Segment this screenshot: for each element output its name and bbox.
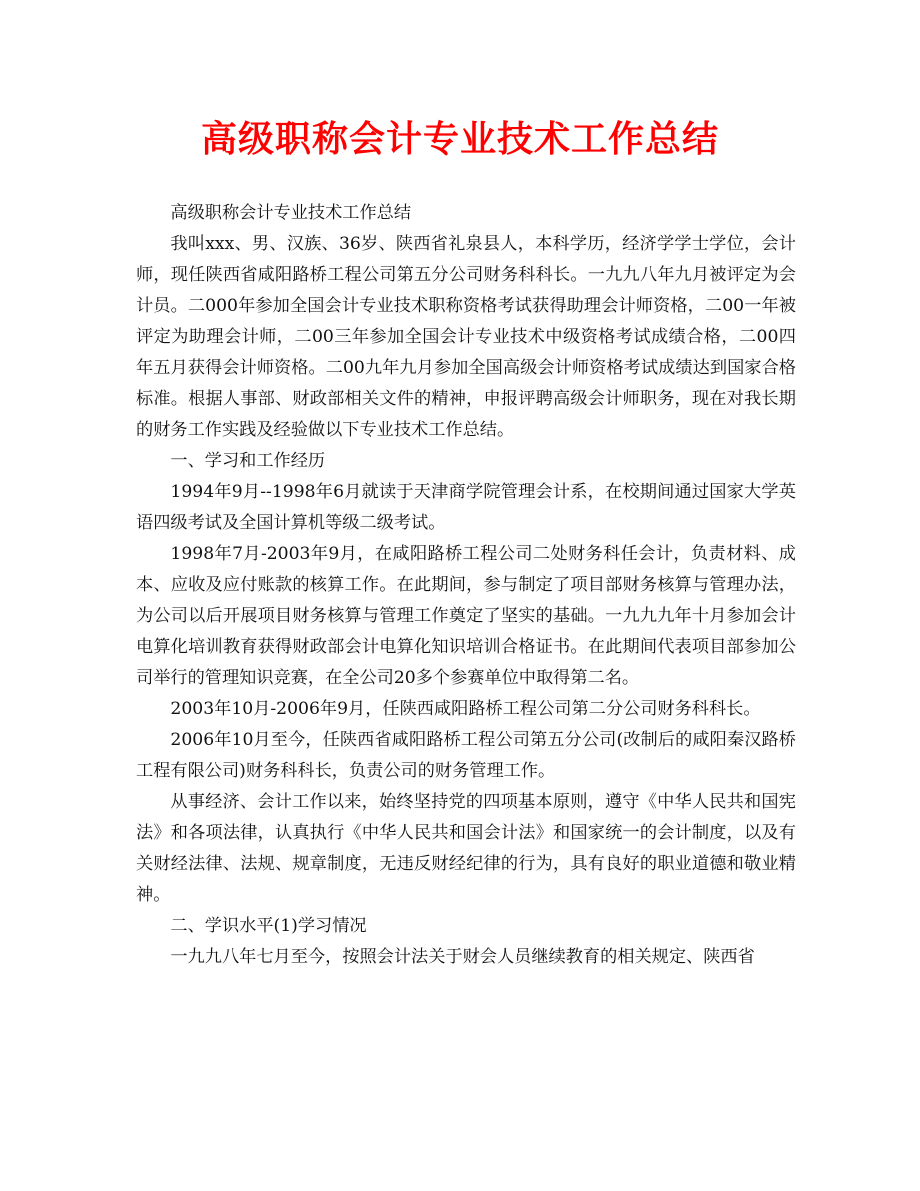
section-heading-knowledge: 二、学识水平(1)学习情况 xyxy=(170,916,367,936)
paragraph-job-2003: 2003年10月-2006年9月，任陕西咸阳路桥工程公司第二分公司财务科科长。 xyxy=(170,699,761,719)
document-body xyxy=(136,198,796,973)
paragraph-subtitle: 高级职称会计专业技术工作总结 xyxy=(170,203,412,223)
paragraph-ethics: 从事经济、会计工作以来，始终坚持党的四项基本原则，遵守《中华人民共和国宪法》和各项法律，认真执行《中华人民共和国会计法》和国家统一的会计制度，以及有关财经法律、法规、规章制度，无违反财经纪律的行为，具有良好的职业道德和敬业精神。 xyxy=(136,792,796,905)
document-title: 高级职称会计专业技术工作总结 xyxy=(200,118,719,160)
paragraph-study: 一九九八年七月至今，按照会计法关于财会人员继续教育的相关规定、陕西省 xyxy=(170,947,755,967)
section-heading-experience: 一、学习和工作经历 xyxy=(170,451,326,471)
paragraph-job-1998: 1998年7月-2003年9月，在咸阳路桥工程公司二处财务科任会计，负责材料、成本、应收及应付账款的核算工作。在此期间，参与制定了项目部财务核算与管理办法，为公司以后开展项目财务核算与管理工作奠定了坚实的基础。一九九九年十月参加会计电算化培训教育获得财政部会计电算化知识培训合格证书。在此期间代表项目部参加公司举行的管理知识竞赛，在全公司20多个参赛单位中取得第二名。 xyxy=(136,544,796,688)
paragraph-intro: 我叫xxx、男、汉族、36岁、陕西省礼泉县人，本科学历，经济学学士学位，会计师，现任陕西省咸阳路桥工程公司第五分公司财务科科长。一九九八年九月被评定为会计员。二000年参加全国会计专业技术职称资格考试获得助理会计师资格，二00一年被评定为助理会计师，二00三年参加全国会计专业技术中级资格考试成绩合格，二00四年五月获得会计师资格。二00九年九月参加全国高级会计师资格考试成绩达到国家合格标准。根据人事部、财政部相关文件的精神，申报评聘高级会计师职务，现在对我长期的财务工作实践及经验做以下专业技术工作总结。 xyxy=(136,234,796,440)
paragraph-job-2006: 2006年10月至今，任陕西省咸阳路桥工程公司第五分公司(改制后的咸阳秦汉路桥工程有限公司)财务科科长，负责公司的财务管理工作。 xyxy=(136,730,796,781)
paragraph-education: 1994年9月--1998年6月就读于天津商学院管理会计系，在校期间通过国家大学英语四级考试及全国计算机等级二级考试。 xyxy=(136,482,796,533)
